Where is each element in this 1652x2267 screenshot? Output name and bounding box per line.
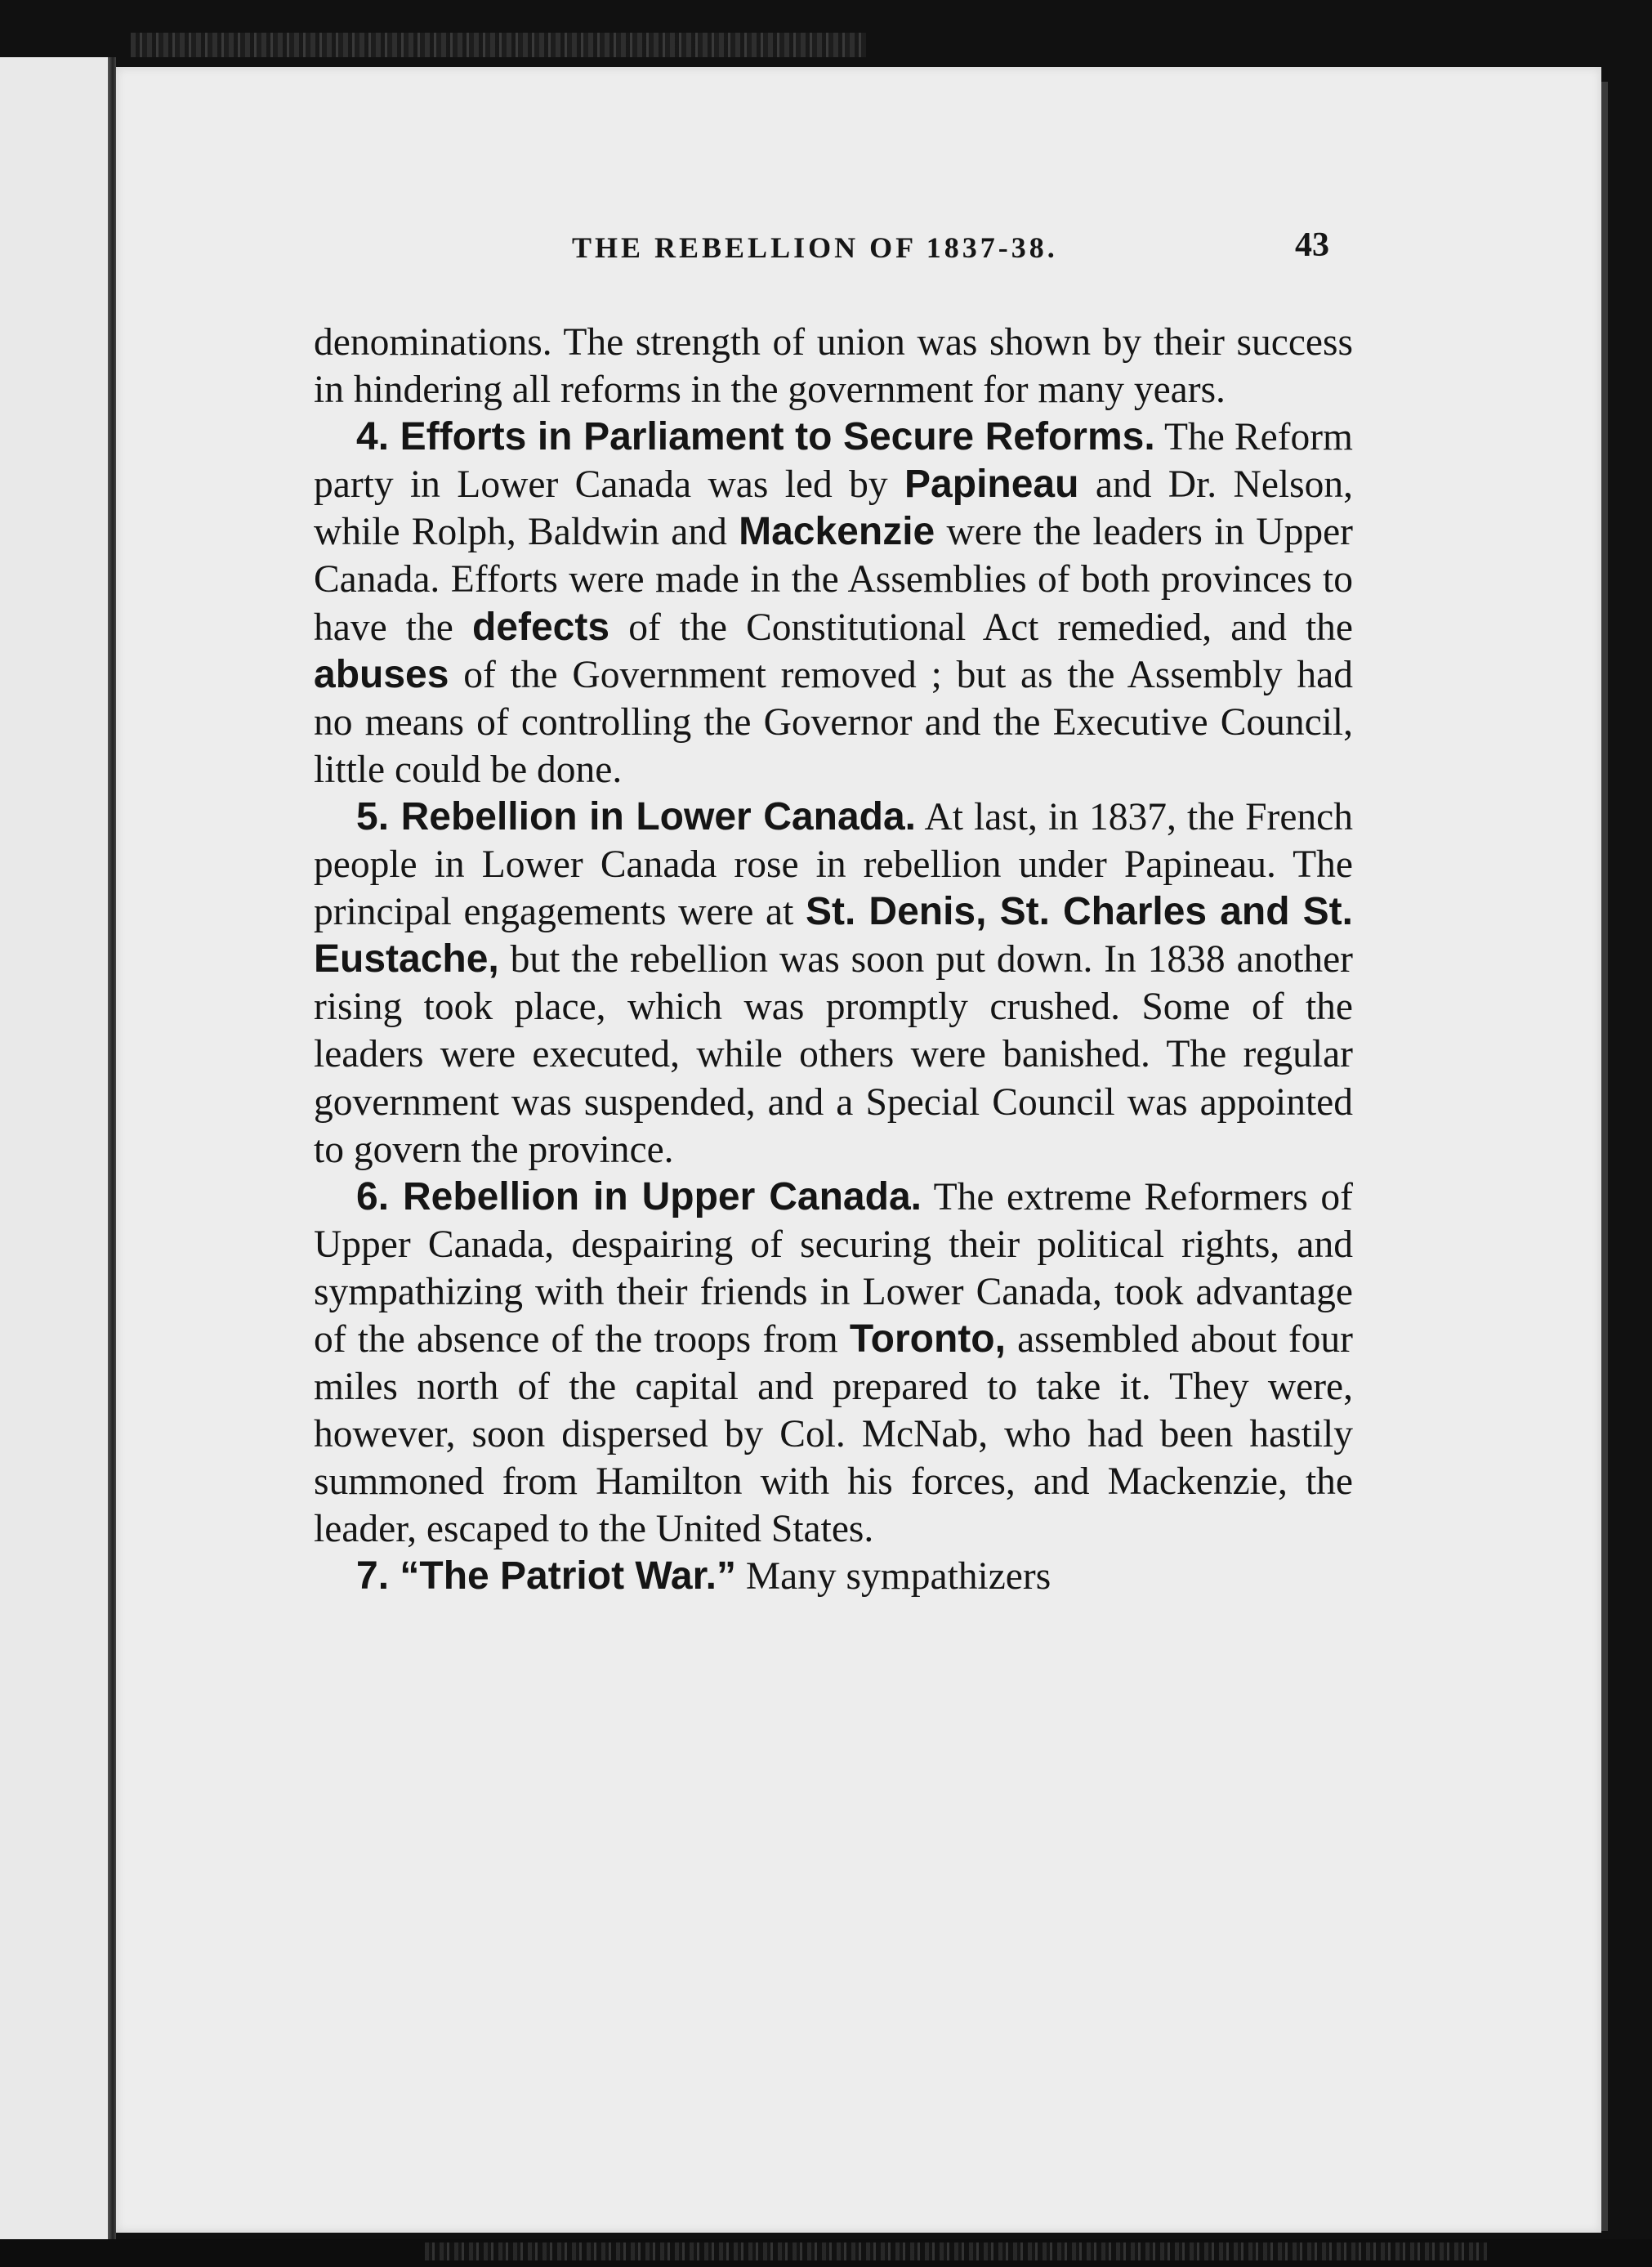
body-text: were the leaders in Upper Canada. Efforts were made in the Assemblies of both provinces to have the <box>314 511 1353 649</box>
section-heading: 6. Rebellion in Upper Canada. <box>356 1174 922 1218</box>
scan-top-edge <box>131 33 866 57</box>
keyword-bold: defects <box>471 605 610 649</box>
section-6-paragraph <box>314 1174 1353 1554</box>
facing-page-edge <box>0 57 108 2239</box>
section-4-paragraph <box>314 414 1353 794</box>
section-7-paragraph <box>314 1553 1353 1600</box>
body-text: of the Government removed ; but as the Assembly had no means of controlling the Governor and the Executive Council, little could be done. <box>314 653 1353 791</box>
body-text: denominations. The strength of union was shown by their success in hindering all reforms in the government for many years. <box>314 321 1353 412</box>
keyword-bold: abuses <box>314 652 449 696</box>
paragraph-continuation <box>314 319 1353 414</box>
section-heading: 4. Efforts in Parliament to Secure Reforms. <box>356 415 1155 459</box>
book-binding <box>108 57 116 2239</box>
keyword-bold: Toronto, <box>849 1317 1006 1361</box>
body-text: of the Constitutional Act remedied, and the <box>609 606 1353 649</box>
keyword-bold: St. Denis, St. Charles and St. Eustache, <box>314 890 1354 981</box>
body-text: The Reform party in Lower Canada was led by <box>314 416 1353 507</box>
body-text: Many sympathizers <box>735 1555 1051 1599</box>
body-text: The extreme Reformers of Upper Canada, despairing of securing their political rights, and sympathizing with their friends in Lower Canada, took advantage of the absence of the troops from <box>314 1175 1353 1361</box>
page-number: 43 <box>1295 226 1329 264</box>
scan-bottom-noise <box>425 2242 1487 2260</box>
body-text: At last, in 1837, the French people in Lower Canada rose in rebellion under Papineau. The principal engagements were at <box>314 795 1354 934</box>
keyword-bold: Mackenzie <box>739 510 935 554</box>
running-head: THE REBELLION OF 1837-38. <box>572 231 1058 264</box>
keyword-bold: Papineau <box>904 463 1079 507</box>
page-right-edge <box>1601 82 1608 2231</box>
body-text: and Dr. Nelson, while Rolph, Baldwin and <box>314 463 1353 554</box>
body-text: but the rebellion was soon put down. In 1838 another rising took place, which was promptly crushed. Some of the leaders were executed, while others were banished. The regular government was suspended, and a Special Council was appointed to govern the province. <box>314 938 1353 1171</box>
page-body-text <box>314 319 1353 1601</box>
section-heading: 5. Rebellion in Lower Canada. <box>356 794 916 838</box>
body-text: assembled about four miles north of the capital and prepared to take it. They were, however, soon dispersed by Col. McNab, who had been hastily summoned from Hamilton with his forces, and Mackenzie, the leader, escaped to the United States. <box>314 1317 1353 1551</box>
section-5-paragraph <box>314 794 1353 1174</box>
section-heading: 7. “The Patriot War.” <box>356 1554 736 1599</box>
